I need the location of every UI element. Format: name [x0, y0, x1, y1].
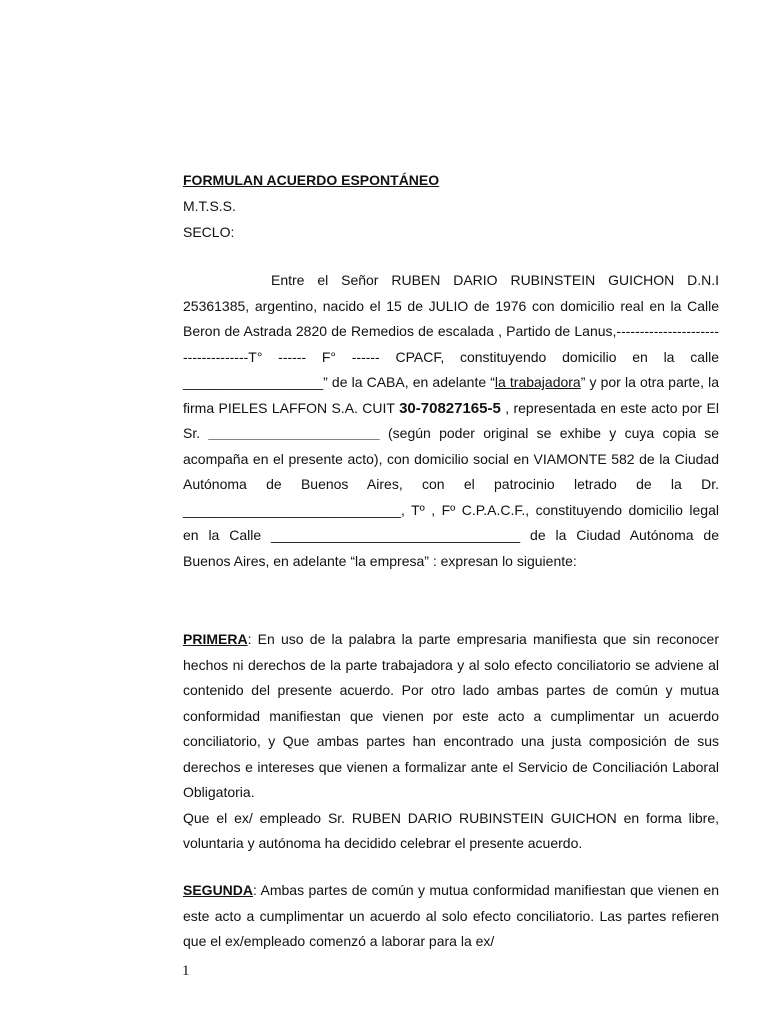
- segunda-label: SEGUNDA: [183, 882, 254, 898]
- primera-paragraph: [183, 627, 719, 806]
- intro-paragraph: [183, 268, 719, 574]
- primera-label: PRIMERA: [183, 631, 248, 647]
- primera-clause: [183, 627, 719, 857]
- segunda-paragraph: [183, 878, 719, 955]
- header-seclo: SECLO:: [183, 224, 235, 240]
- header-mtss: M.T.S.S.: [183, 198, 236, 214]
- intro-paragraph-block: [183, 268, 719, 574]
- primera-paragraph-2: [183, 806, 719, 857]
- intro-text-4: (según poder original se exhibe y cuya copia se acompaña en el presente acto), con domicilio social en VIAMONTE 582 de la Ciudad Autónoma de Buenos Aires, con el patrocinio letrado de la Dr. ____________________________, Tº , Fº C.P.A.C.F., constituyendo domicilio legal en la Calle ________________________________ de la Ciudad Autónoma de Buenos Aires, en adelante “la empresa” : expresan lo siguiente:: [183, 425, 719, 569]
- page-number: 1: [182, 963, 190, 979]
- worker-term: la trabajadora: [494, 374, 581, 390]
- representative-blank: ______________________: [208, 425, 380, 441]
- intro-text-2: ” y por la otra parte, la firma PIELES LAFFON S.A. CUIT: [183, 374, 719, 416]
- document-title: FORMULAN ACUERDO ESPONTÁNEO: [183, 172, 440, 188]
- segunda-text: : Ambas partes de común y mutua conformidad manifiestan que vienen en este acto a cumplimentar un acuerdo al solo efecto conciliatorio. Las partes refieren que el ex/empleado comenzó a laborar para la ex/: [183, 882, 719, 949]
- primera-text-2: Que el ex/ empleado Sr. RUBEN DARIO RUBINSTEIN GUICHON en forma libre, voluntaria y autónoma ha decidido celebrar el presente acuerdo.: [183, 809, 719, 851]
- intro-text-3: , representada en este acto por El Sr.: [183, 399, 719, 441]
- primera-text: : En uso de la palabra la parte empresaria manifiesta que sin reconocer hechos ni derechos de la parte trabajadora y al solo efecto conciliatorio se adviene al contenido del presente acuerdo. Por otro lado ambas partes de común y mutua conformidad manifiestan que vienen por este acto a cumplimentar un acuerdo conciliatorio, y Que ambas partes han encontrado una justa composición de sus derechos e intereses que vienen a formalizar ante el Servicio de Conciliación Laboral Obligatoria.: [183, 631, 719, 800]
- segunda-clause: [183, 878, 719, 955]
- cuit-number: 30-70827165-5: [399, 399, 501, 417]
- intro-text-1: Entre el Señor RUBEN DARIO RUBINSTEIN GUICHON D.N.I 25361385, argentino, nacido el 15 de JULIO de 1976 con domicilio real en la Calle Beron de Astrada 2820 de Remedios de escalada , Partido de Lanus,------------------------------------T° ------ F° ------ CPACF, constituyendo domicilio en la calle __________________” de la CABA, en adelante “: [183, 272, 719, 390]
